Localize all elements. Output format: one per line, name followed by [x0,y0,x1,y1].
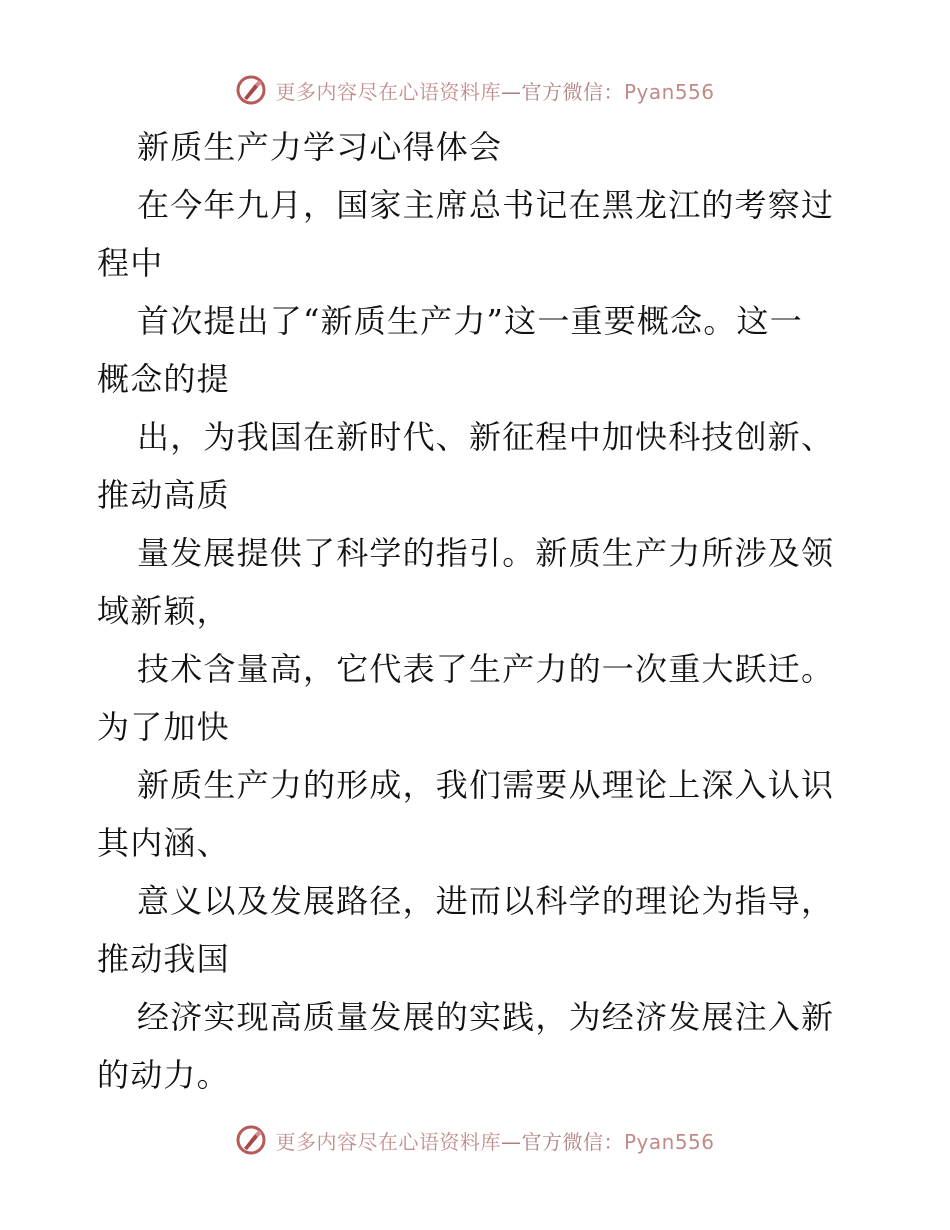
document-title: 新质生产力学习心得体会 [137,128,503,166]
text-line: 意义以及发展路径，进而以科学的理论为指导， [137,882,835,920]
text-line: 的动力。 [97,1056,230,1094]
text-line: 出，为我国在新时代、新征程中加快科技创新、 [137,418,835,456]
text-line: 为了加快 [97,708,230,746]
pen-logo-icon [235,74,267,106]
text-line: 首次提出了“新质生产力”这一重要概念。这一 [137,302,803,340]
pen-logo-icon [235,1124,267,1156]
text-line: 经济实现高质量发展的实践，为经济发展注入新 [137,998,835,1036]
text-line: 推动高质 [97,476,230,514]
text-line: 技术含量高，它代表了生产力的一次重大跃迁。 [137,650,835,688]
footer-watermark [0,1120,950,1160]
watermark-text: 更多内容尽在心语资料库—官方微信：Pyan556 [275,79,715,104]
text-line: 其内涵、 [97,824,230,862]
text-line: 概念的提 [97,360,230,398]
text-line: 在今年九月，国家主席总书记在黑龙江的考察过 [137,186,835,224]
text-line: 新质生产力的形成，我们需要从理论上深入认识 [137,766,835,804]
header-watermark [0,70,950,110]
text-line: 域新颖， [97,592,230,630]
text-line: 量发展提供了科学的指引。新质生产力所涉及领 [137,534,835,572]
text-line: 程中 [97,244,164,282]
text-line: 推动我国 [97,940,230,978]
watermark-text: 更多内容尽在心语资料库—官方微信：Pyan556 [275,1129,715,1154]
document-body [97,118,857,1104]
